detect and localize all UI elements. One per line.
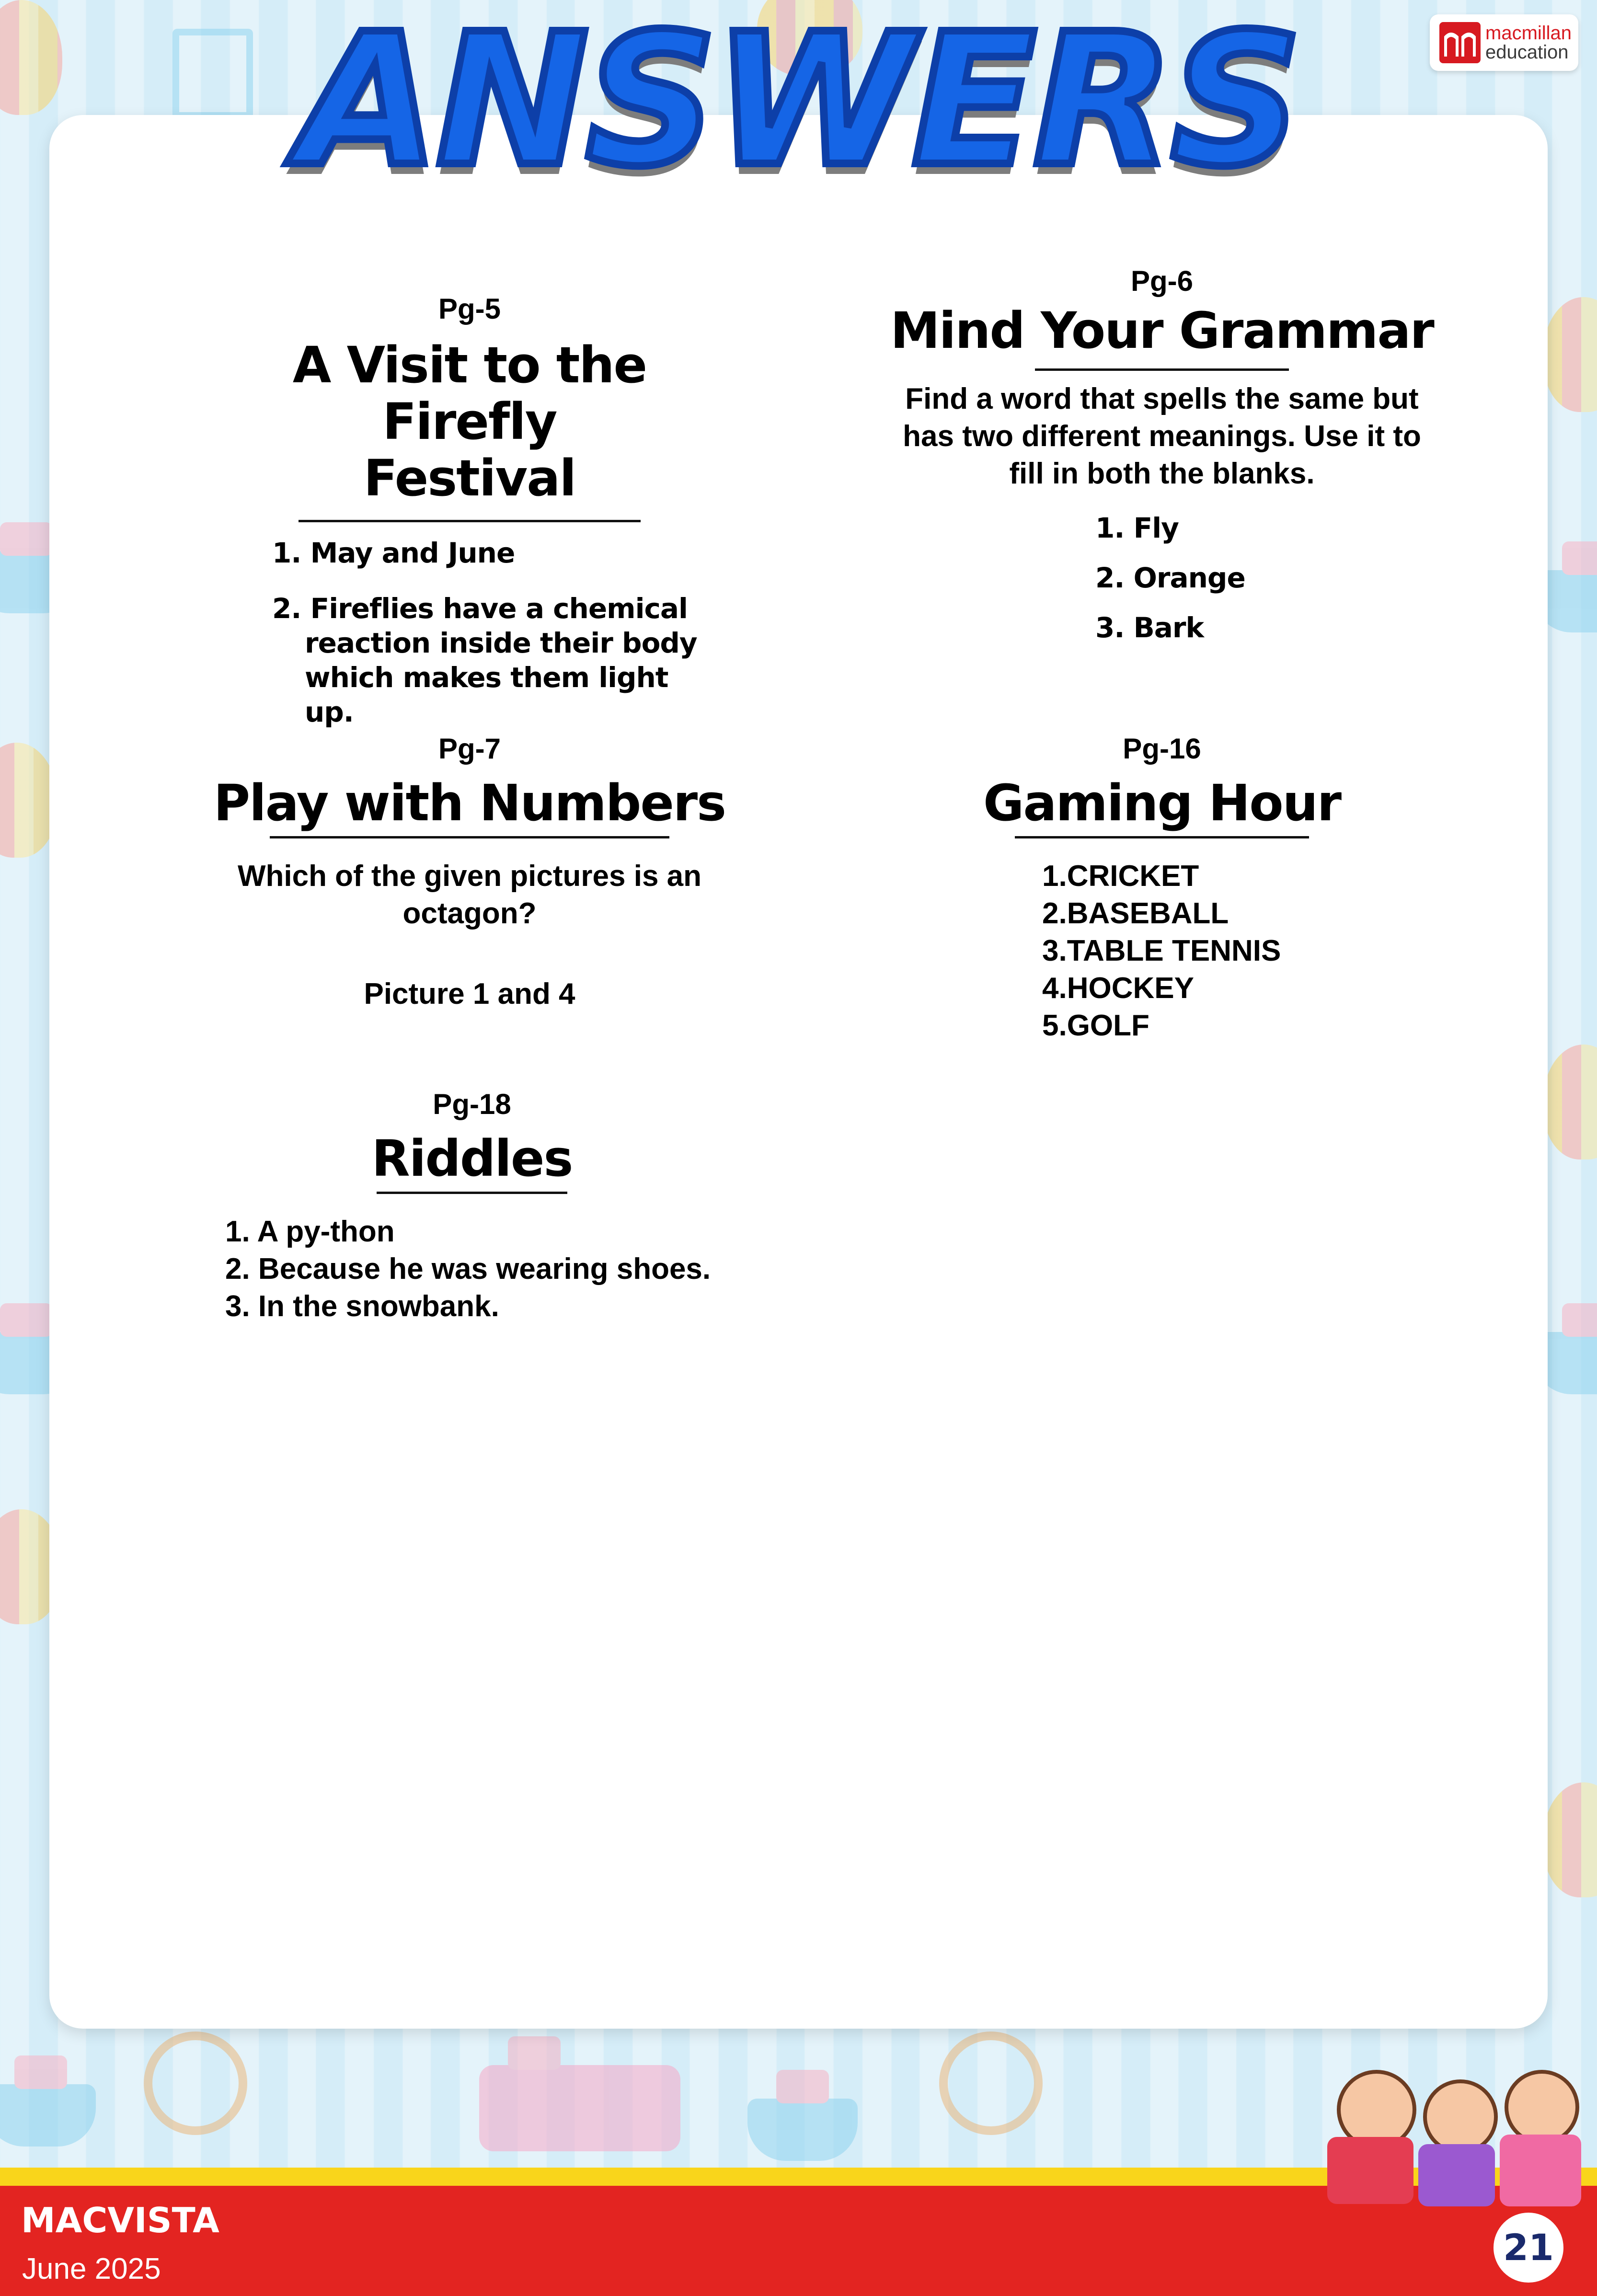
magazine-brand: MACVISTA (21, 2200, 219, 2240)
balloon-illustration (1543, 297, 1597, 412)
section-pg16 (920, 732, 1404, 1045)
logo-line-2: education (1485, 42, 1569, 63)
section-heading: Mind Your Grammar (890, 301, 1434, 360)
list-item: 1. A py-thon (225, 1215, 395, 1248)
list-item: 3.TABLE TENNIS (1042, 934, 1281, 967)
page-ref: Pg-7 (438, 733, 501, 765)
question-line: fill in both the blanks. (1009, 457, 1315, 490)
section-pg18 (225, 1088, 719, 1325)
section-heading: Gaming Hour (983, 774, 1341, 832)
list-item: 2. Orange (1095, 562, 1245, 594)
heading-underline (1035, 368, 1289, 371)
balloon-illustration (1543, 1045, 1597, 1159)
balloon-illustration (0, 743, 57, 858)
truck-illustration (479, 2065, 680, 2151)
page-ref: Pg-6 (1130, 265, 1194, 297)
page-number: 21 (1494, 2213, 1563, 2283)
wheel-illustration (144, 2032, 247, 2135)
section-heading: Riddles (371, 1129, 573, 1188)
question-text (206, 858, 733, 932)
section-pg6 (872, 264, 1452, 653)
page-ref: Pg-18 (433, 1088, 511, 1120)
list-item: 3. Bark (1095, 611, 1204, 644)
answer-list (225, 1213, 719, 1325)
issue-date: June 2025 (22, 2252, 161, 2285)
page-ref: Pg-16 (1123, 733, 1201, 765)
heading-underline (299, 520, 641, 522)
list-item: reaction inside their body (305, 627, 697, 659)
answer-list (1042, 858, 1404, 1045)
question-line: Which of the given pictures is an (237, 860, 702, 893)
answer-text: Picture 1 and 4 (364, 977, 575, 1010)
page-title: ANSWERS (298, 0, 1299, 207)
heading-underline (1015, 836, 1309, 838)
list-item: 5.GOLF (1042, 1009, 1149, 1042)
list-item: 2. Fireflies have a chemical (272, 592, 688, 625)
answer-list (272, 536, 709, 729)
section-pg7 (206, 732, 733, 1013)
answer-list (1095, 503, 1452, 653)
question-line: octagon? (402, 897, 537, 930)
wheel-illustration (939, 2032, 1043, 2135)
logo-line-1: macmillan (1485, 23, 1572, 44)
list-item: 1. Fly (1095, 512, 1179, 544)
list-item: which makes them light up. (305, 661, 668, 728)
list-item: 3. In the snowbank. (225, 1290, 499, 1323)
heading-underline (377, 1192, 567, 1194)
list-item: 2.BASEBALL (1042, 897, 1229, 930)
page-ref: Pg-5 (438, 293, 501, 325)
list-item: 2. Because he was wearing shoes. (225, 1252, 711, 1286)
question-text (872, 380, 1452, 493)
list-item: 1.CRICKET (1042, 860, 1199, 893)
kids-reading-illustration (1322, 2060, 1591, 2218)
question-line: has two different meanings. Use it to (903, 420, 1421, 453)
section-pg5 (230, 292, 709, 729)
heading-underline (270, 836, 669, 838)
section-heading: Play with Numbers (213, 774, 726, 832)
list-item: 1. May and June (272, 537, 515, 569)
section-heading (230, 337, 709, 506)
list-item: 4.HOCKEY (1042, 972, 1194, 1005)
heading-line: A Visit to the Firefly (292, 336, 647, 451)
heading-line: Festival (363, 449, 576, 507)
boat-illustration (0, 2084, 96, 2147)
balloon-illustration (1543, 1782, 1597, 1897)
question-line: Find a word that spells the same but (905, 382, 1419, 415)
boat-illustration (747, 2099, 858, 2161)
